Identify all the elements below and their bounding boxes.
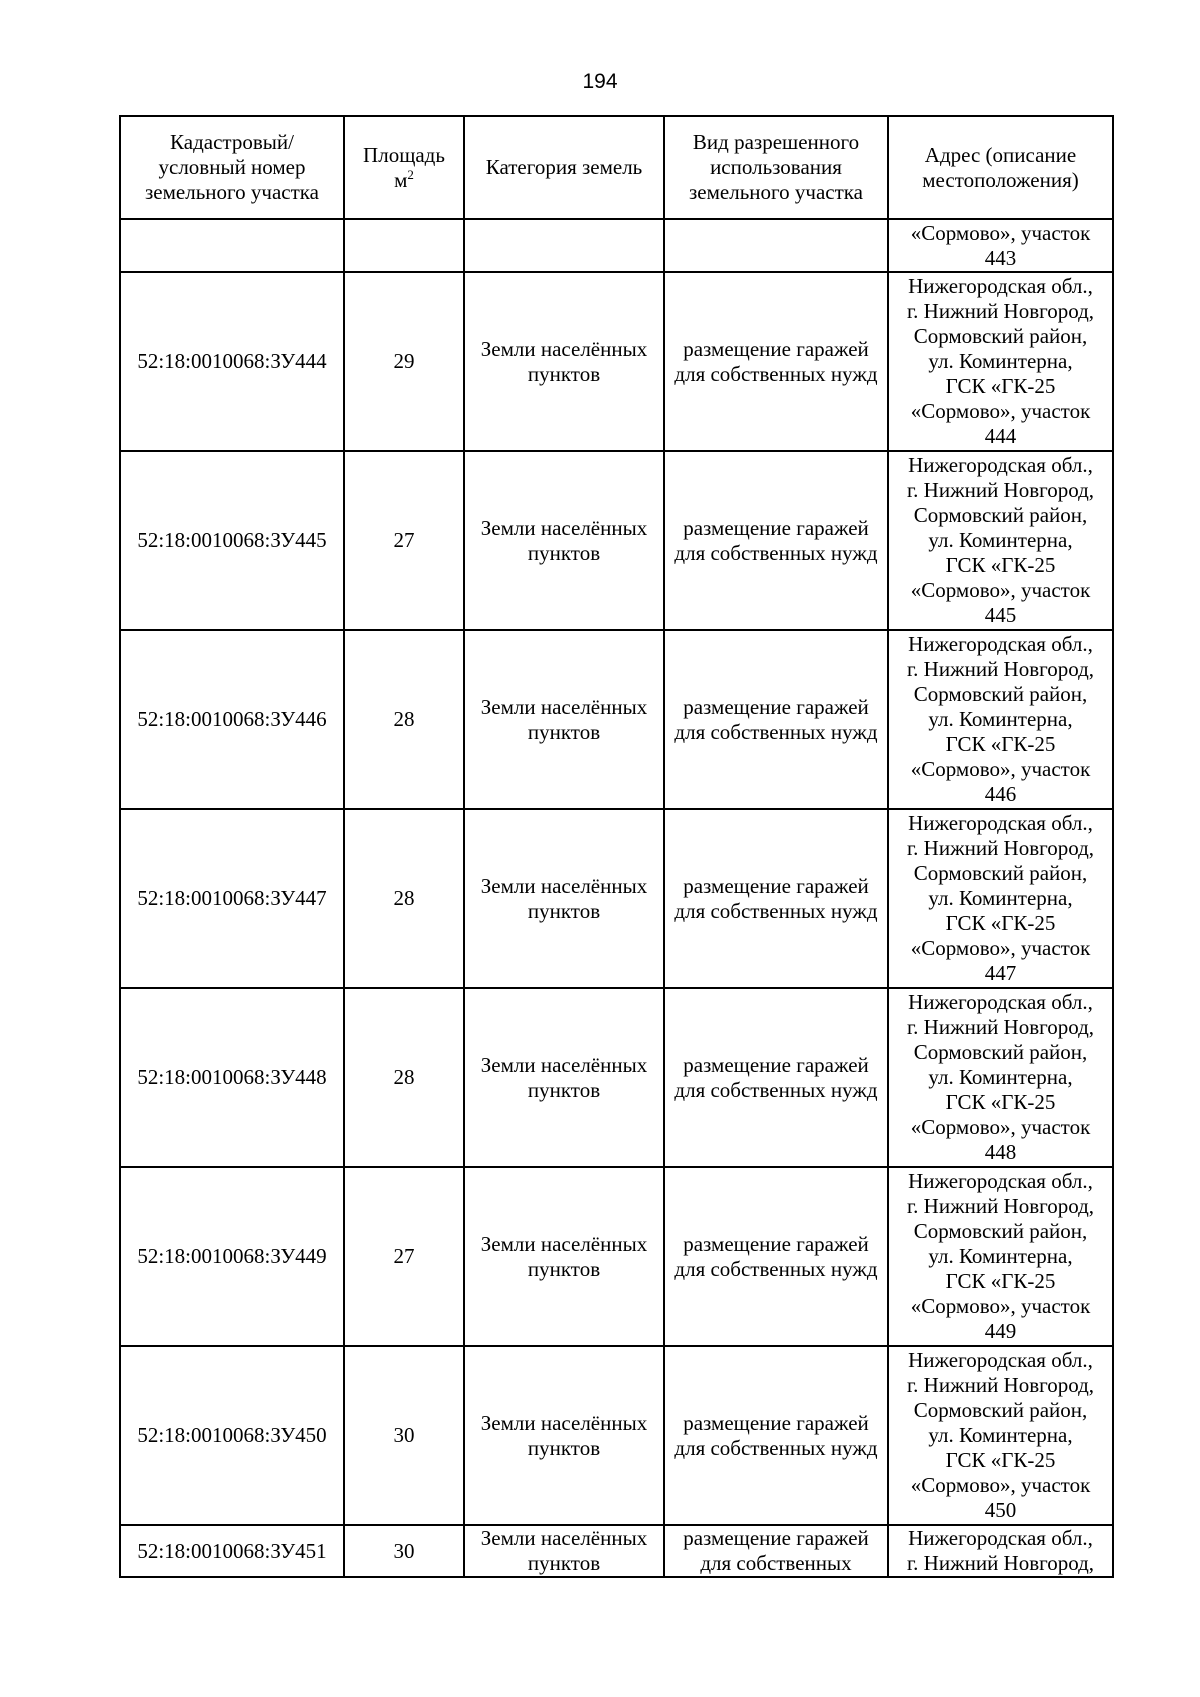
address-line: Нижегородская обл., [908, 632, 1093, 656]
table-row [120, 1346, 1113, 1525]
cell-category: Земли населённых пунктов [464, 630, 664, 809]
cell-permitted-use: размещение гаражей для собственных нужд [664, 1346, 888, 1525]
address-line: ГСК «ГК-25 [945, 553, 1056, 577]
address-line: ул. Коминтерна, [928, 528, 1073, 552]
table-row [120, 1167, 1113, 1346]
address-line: Сормовский район, [913, 1219, 1088, 1243]
address-line: Сормовский район, [913, 324, 1088, 348]
cell-permitted-use: размещение гаражей для собственных нужд [664, 988, 888, 1167]
cell-permitted-use [664, 219, 888, 272]
cell-permitted-use: размещение гаражей для собственных нужд [664, 451, 888, 630]
address-line: ул. Коминтерна, [928, 707, 1073, 731]
address-line: Нижегородская обл., [908, 811, 1093, 835]
address-line: г. Нижний Новгород, [906, 1551, 1095, 1575]
address-line: Нижегородская обл., [908, 1169, 1093, 1193]
cell-cadastral: 52:18:0010068:ЗУ450 [120, 1346, 344, 1525]
cell-category: Земли населённых пунктов [464, 272, 664, 451]
cell-area: 27 [344, 451, 464, 630]
cell-permitted-use: размещение гаражей для собственных нужд [664, 1167, 888, 1346]
address-line: Сормовский район, [913, 1398, 1088, 1422]
cell-category [464, 219, 664, 272]
header-area-unit: м [394, 167, 408, 192]
address-line: «Сормово», участок [910, 1115, 1091, 1139]
address-line: 443 [984, 246, 1017, 270]
cell-address [888, 1167, 1113, 1346]
address-line: 450 [984, 1498, 1017, 1522]
cell-area [344, 219, 464, 272]
header-area-unit-sup: 2 [407, 166, 414, 182]
address-line: ГСК «ГК-25 [945, 1090, 1056, 1114]
table-row-continuation [120, 219, 1113, 272]
cell-category: Земли населённых пунктов [464, 451, 664, 630]
address-line: Сормовский район, [913, 682, 1088, 706]
cell-address [888, 630, 1113, 809]
cell-address [888, 451, 1113, 630]
address-line: 447 [984, 961, 1017, 985]
cell-cadastral: 52:18:0010068:ЗУ451 [120, 1525, 344, 1577]
address-line: «Сормово», участок [910, 1473, 1091, 1497]
cell-category: Земли населённых пунктов [464, 1525, 664, 1577]
address-line: 449 [984, 1319, 1017, 1343]
cell-permitted-use: размещение гаражей для собственных нужд [664, 809, 888, 988]
cell-address [888, 1525, 1113, 1577]
cell-cadastral: 52:18:0010068:ЗУ447 [120, 809, 344, 988]
address-line: г. Нижний Новгород, [906, 1373, 1095, 1397]
cell-area: 28 [344, 988, 464, 1167]
cell-area: 30 [344, 1346, 464, 1525]
address-line: г. Нижний Новгород, [906, 1015, 1095, 1039]
address-line: Сормовский район, [913, 861, 1088, 885]
table-row-last [120, 1525, 1113, 1577]
address-line: ул. Коминтерна, [928, 886, 1073, 910]
address-line: г. Нижний Новгород, [906, 1194, 1095, 1218]
address-line: Сормовский район, [913, 503, 1088, 527]
address-line: ГСК «ГК-25 [945, 732, 1056, 756]
cell-area: 29 [344, 272, 464, 451]
cell-cadastral: 52:18:0010068:ЗУ449 [120, 1167, 344, 1346]
cell-cadastral: 52:18:0010068:ЗУ445 [120, 451, 344, 630]
header-permitted-use: Вид разрешенного использования земельного участка [664, 116, 888, 219]
address-line: «Сормово», участок [910, 221, 1091, 245]
cell-address [888, 272, 1113, 451]
cell-permitted-use: размещение гаражей для собственных нужд [664, 272, 888, 451]
header-address: Адрес (описание местоположения) [888, 116, 1113, 219]
address-line: Нижегородская обл., [908, 453, 1093, 477]
cell-area: 28 [344, 809, 464, 988]
cell-address [888, 1346, 1113, 1525]
cell-area: 28 [344, 630, 464, 809]
cell-permitted-use: размещение гаражей для собственных нужд [664, 630, 888, 809]
cell-area: 27 [344, 1167, 464, 1346]
address-line: Нижегородская обл., [908, 274, 1093, 298]
address-line: ул. Коминтерна, [928, 349, 1073, 373]
address-line: ул. Коминтерна, [928, 1244, 1073, 1268]
cell-area: 30 [344, 1525, 464, 1577]
address-line: 445 [984, 603, 1017, 627]
table-header-row [120, 116, 1113, 219]
table-row [120, 272, 1113, 451]
cell-category: Земли населённых пунктов [464, 809, 664, 988]
address-line: ул. Коминтерна, [928, 1065, 1073, 1089]
cell-address [888, 988, 1113, 1167]
cell-cadastral: 52:18:0010068:ЗУ448 [120, 988, 344, 1167]
table-row [120, 451, 1113, 630]
address-line: г. Нижний Новгород, [906, 836, 1095, 860]
address-line: г. Нижний Новгород, [906, 299, 1095, 323]
address-line: «Сормово», участок [910, 399, 1091, 423]
table-row [120, 630, 1113, 809]
header-area [344, 116, 464, 219]
address-line: г. Нижний Новгород, [906, 657, 1095, 681]
address-line: «Сормово», участок [910, 936, 1091, 960]
cell-cadastral [120, 219, 344, 272]
address-line: Сормовский район, [913, 1040, 1088, 1064]
page-number: 194 [582, 70, 618, 93]
address-line: «Сормово», участок [910, 1294, 1091, 1318]
address-line: ГСК «ГК-25 [945, 1448, 1056, 1472]
cell-category: Земли населённых пунктов [464, 988, 664, 1167]
address-line: ул. Коминтерна, [928, 1423, 1073, 1447]
table-row [120, 988, 1113, 1167]
table-body [120, 219, 1113, 1577]
address-line: 446 [984, 782, 1017, 806]
address-line: ГСК «ГК-25 [945, 374, 1056, 398]
cell-category: Земли населённых пунктов [464, 1167, 664, 1346]
address-line: «Сормово», участок [910, 757, 1091, 781]
header-area-label: Площадь [363, 142, 445, 167]
address-line: г. Нижний Новгород, [906, 478, 1095, 502]
address-line: Нижегородская обл., [908, 990, 1093, 1014]
cell-address [888, 219, 1113, 272]
header-category: Категория земель [464, 116, 664, 219]
address-line: ГСК «ГК-25 [945, 911, 1056, 935]
table-row [120, 809, 1113, 988]
cell-address [888, 809, 1113, 988]
address-line: «Сормово», участок [910, 578, 1091, 602]
header-cadastral: Кадастровый/ условный номер земельного участка [120, 116, 344, 219]
address-line: 444 [984, 424, 1017, 448]
cell-cadastral: 52:18:0010068:ЗУ446 [120, 630, 344, 809]
address-line: ГСК «ГК-25 [945, 1269, 1056, 1293]
land-plot-table [119, 115, 1114, 1578]
address-line: Нижегородская обл., [908, 1526, 1093, 1550]
cell-cadastral: 52:18:0010068:ЗУ444 [120, 272, 344, 451]
cell-permitted-use: размещение гаражей для собственных [664, 1525, 888, 1577]
address-line: Нижегородская обл., [908, 1348, 1093, 1372]
address-line: 448 [984, 1140, 1017, 1164]
cell-category: Земли населённых пунктов [464, 1346, 664, 1525]
